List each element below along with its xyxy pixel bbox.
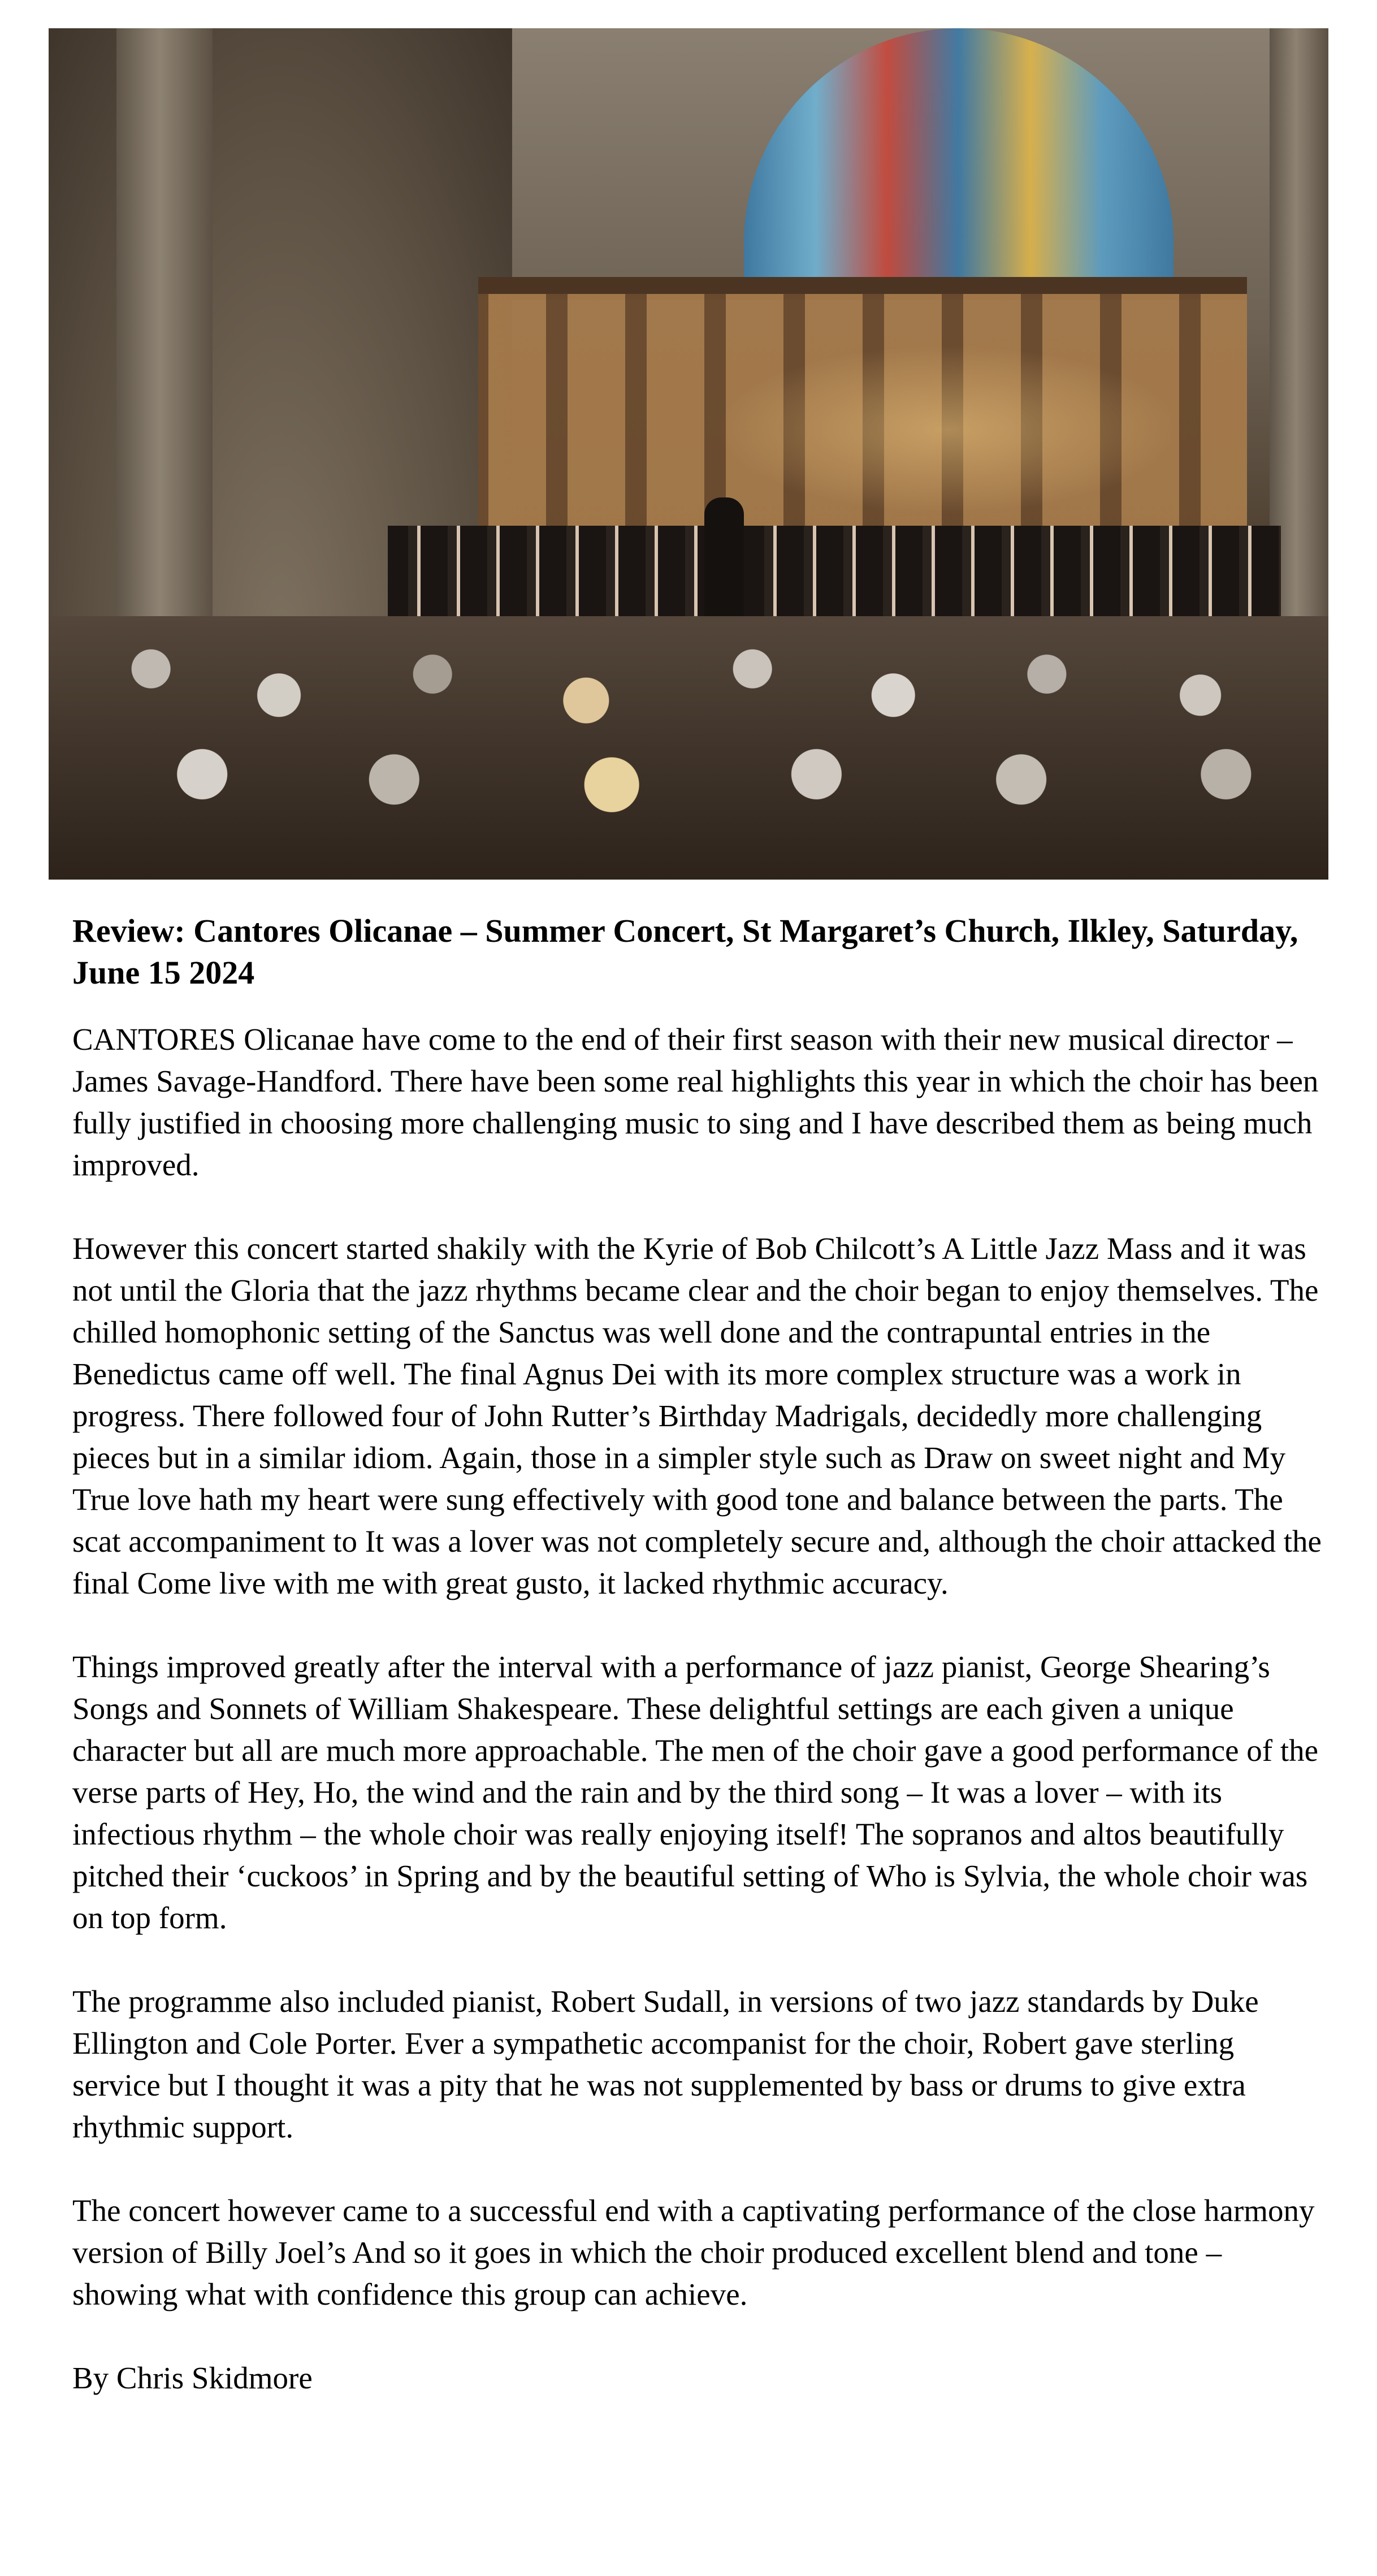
article (72, 910, 1327, 2399)
stone-pillar (116, 28, 213, 650)
article-paragraph: Things improved greatly after the interval with a performance of jazz pianist, George Shearing’s Songs and Sonnets of William Shakespeare. These delightful settings are each given a unique character but all are much more approachable. The men of the choir gave a good performance of the verse parts of Hey, Ho, the wind and the rain and by the third song – It was a lover – with its infectious rhythm – the whole choir was really enjoying itself! The sopranos and altos beautifully pitched their ‘cuckoos’ in Spring and by the beautiful setting of Who is Sylvia, the whole choir was on top form. (72, 1649, 1319, 1935)
article-paragraph: The concert however came to a successful end with a captivating performance of the close harmony version of Billy Joel’s And so it goes in which the choir produced excellent blend and tone – showing what with confidence this group can achieve. (72, 2193, 1315, 2311)
audience-seated (49, 616, 1328, 880)
article-headline: Review: Cantores Olicanae – Summer Concert, St Margaret’s Church, Ilkley, Saturday, June 15 2024 (72, 912, 1298, 991)
article-byline: By Chris Skidmore (72, 2361, 313, 2395)
concert-photo (49, 28, 1328, 880)
altar-light (716, 345, 1179, 514)
article-paragraph: However this concert started shakily with the Kyrie of Bob Chilcott’s A Little Jazz Mass and it was not until the Gloria that the jazz rhythms became clear and the choir began to enjoy themselves. The chilled homophonic setting of the Sanctus was well done and the contrapuntal entries in the Benedictus came off well. The final Agnus Dei with its more complex structure was a work in progress. There followed four of John Rutter’s Birthday Madrigals, decidedly more challenging pieces but in a similar idiom. Again, those in a simpler style such as Draw on sweet night and My True love hath my heart were sung effectively with good tone and balance between the parts. The scat accompaniment to It was a lover was not completely secure and, although the choir attacked the final Come live with me with great gusto, it lacked rhythmic accuracy. (72, 1231, 1322, 1600)
article-paragraph: The programme also included pianist, Robert Sudall, in versions of two jazz standards by Duke Ellington and Cole Porter. Ever a sympathetic accompanist for the choir, Robert gave sterling service but I thought it was a pity that he was not supplemented by bass or drums to give extra rhythmic support. (72, 1984, 1259, 2144)
article-paragraph: CANTORES Olicanae have come to the end of their first season with their new musical director – James Savage-Handford. There have been some real highlights this year in which the choir has been fully justified in choosing more challenging music to sing and I have described them as being much improved. (72, 1022, 1319, 1182)
